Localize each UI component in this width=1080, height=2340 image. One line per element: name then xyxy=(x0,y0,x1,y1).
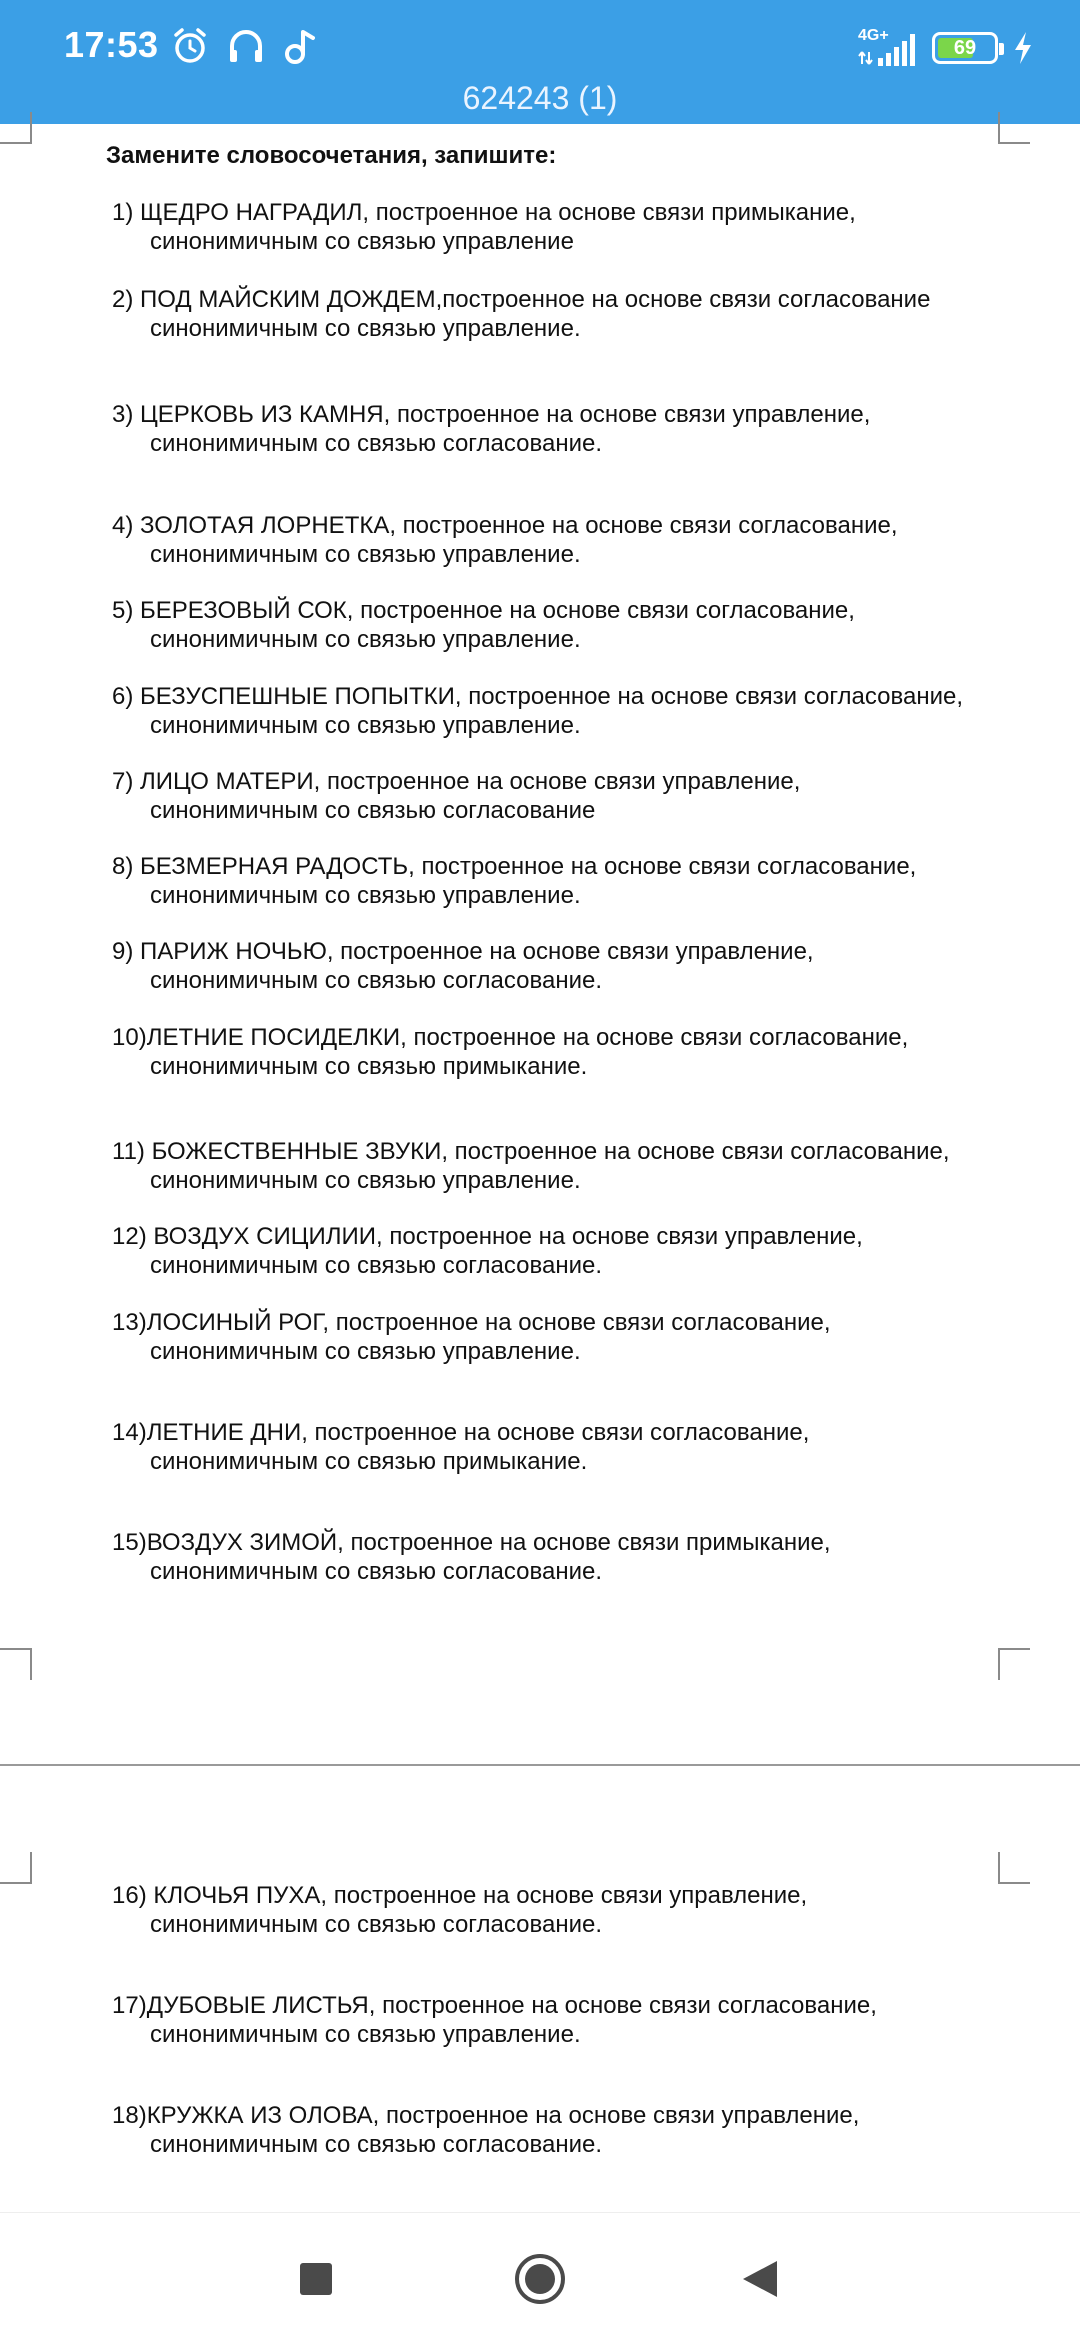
top-bar xyxy=(0,0,1080,124)
exercise-item xyxy=(112,400,1032,458)
exercise-line: 2) ПОД МАЙСКИМ ДОЖДЕМ,построенное на основе связи согласование xyxy=(112,286,931,313)
exercise-line: синонимичным со связью управление. xyxy=(150,1167,581,1194)
square-icon xyxy=(299,2262,333,2296)
exercise-line: синонимичным со связью управление. xyxy=(150,2021,581,2048)
exercise-line: 17)ДУБОВЫЕ ЛИСТЬЯ, построенное на основе связи согласование, xyxy=(112,1992,877,2019)
exercise-line: 12) ВОЗДУХ СИЦИЛИИ, построенное на основе связи управление, xyxy=(112,1223,863,1250)
instruction-text: Замените словосочетания, запишите: xyxy=(106,142,557,169)
exercise-line: 5) БЕРЕЗОВЫЙ СОК, построенное на основе связи согласование, xyxy=(112,597,855,624)
document-title: 624243 (1) xyxy=(462,80,618,116)
exercise-line: синонимичным со связью управление xyxy=(150,228,574,255)
exercise-line: 18)КРУЖКА ИЗ ОЛОВА, построенное на основе связи управление, xyxy=(112,2102,860,2129)
exercise-item xyxy=(112,1222,1032,1280)
exercise-line: синонимичным со связью согласование. xyxy=(150,1911,603,1938)
exercise-line: 7) ЛИЦО МАТЕРИ, построенное на основе связи управление, xyxy=(112,768,801,795)
exercise-line: 16) КЛОЧЬЯ ПУХА, построенное на основе связи управление, xyxy=(112,1882,808,1909)
exercise-line: синонимичным со связью управление. xyxy=(150,626,581,653)
exercise-item xyxy=(112,285,1032,343)
exercise-line: 1) ЩЕДРО НАГРАДИЛ, построенное на основе связи примыкание, xyxy=(112,199,856,226)
exercise-line: синонимичным со связью управление. xyxy=(150,541,581,568)
battery-level: 69 xyxy=(953,36,977,59)
home-button[interactable] xyxy=(510,2249,570,2309)
exercise-item xyxy=(112,596,1032,654)
exercise-item xyxy=(112,1023,1032,1081)
circle-icon xyxy=(513,2252,567,2306)
exercise-item xyxy=(112,937,1032,995)
exercise-line: синонимичным со связью согласование. xyxy=(150,967,603,994)
exercise-line: 6) БЕЗУСПЕШНЫЕ ПОПЫТКИ, построенное на основе связи согласование, xyxy=(112,683,964,710)
exercise-line: 8) БЕЗМЕРНАЯ РАДОСТЬ, построенное на основе связи согласование, xyxy=(112,853,917,880)
recents-button[interactable] xyxy=(286,2249,346,2309)
charging-icon xyxy=(1012,31,1034,65)
music-note-icon xyxy=(282,26,318,66)
page-divider xyxy=(0,1764,1080,1766)
exercise-line: синонимичным со связью примыкание. xyxy=(150,1053,588,1080)
exercise-line: 9) ПАРИЖ НОЧЬЮ, построенное на основе связи управление, xyxy=(112,938,814,965)
exercise-item xyxy=(112,2101,1032,2159)
exercise-item xyxy=(112,1308,1032,1366)
page-corner-mark xyxy=(998,112,1030,144)
exercise-line: синонимичным со связью управление. xyxy=(150,315,581,342)
exercise-item xyxy=(112,767,1032,825)
back-button[interactable] xyxy=(730,2249,790,2309)
alarm-icon xyxy=(170,26,210,66)
headphones-icon xyxy=(226,26,266,66)
exercise-item xyxy=(112,1881,1032,1939)
exercise-line: 3) ЦЕРКОВЬ ИЗ КАМНЯ, построенное на основе связи управление, xyxy=(112,401,871,428)
exercise-line: синонимичным со связью согласование. xyxy=(150,1252,603,1279)
signal-icon xyxy=(858,28,918,68)
exercise-line: синонимичным со связью согласование xyxy=(150,797,596,824)
exercise-line: синонимичным со связью согласование. xyxy=(150,2131,603,2158)
page-corner-mark xyxy=(998,1648,1030,1680)
exercise-line: синонимичным со связью согласование. xyxy=(150,430,603,457)
page-corner-mark xyxy=(998,1852,1030,1884)
exercise-line: 15)ВОЗДУХ ЗИМОЙ, построенное на основе связи примыкание, xyxy=(112,1529,831,1556)
network-type: 4G+ xyxy=(858,27,889,44)
navigation-bar xyxy=(0,2212,1080,2340)
exercise-item xyxy=(112,1137,1032,1195)
exercise-line: синонимичным со связью управление. xyxy=(150,882,581,909)
exercise-line: 4) ЗОЛОТАЯ ЛОРНЕТКА, построенное на основе связи согласование, xyxy=(112,512,898,539)
exercise-line: 10)ЛЕТНИЕ ПОСИДЕЛКИ, построенное на основе связи согласование, xyxy=(112,1024,909,1051)
triangle-back-icon xyxy=(741,2259,779,2299)
system-status xyxy=(858,26,1034,70)
exercise-item xyxy=(112,198,1032,256)
page-corner-mark xyxy=(0,112,32,144)
page-corner-mark xyxy=(0,1648,32,1680)
exercise-item xyxy=(112,1991,1032,2049)
exercise-item xyxy=(112,511,1032,569)
exercise-item xyxy=(112,1418,1032,1476)
battery-icon xyxy=(932,32,998,64)
exercise-line: синонимичным со связью управление. xyxy=(150,1338,581,1365)
exercise-line: 13)ЛОСИНЫЙ РОГ, построенное на основе связи согласование, xyxy=(112,1309,831,1336)
exercise-line: 11) БОЖЕСТВЕННЫЕ ЗВУКИ, построенное на основе связи согласование, xyxy=(112,1138,950,1165)
exercise-item xyxy=(112,1528,1032,1586)
notification-icons xyxy=(170,24,318,68)
exercise-item xyxy=(112,852,1032,910)
exercise-line: синонимичным со связью управление. xyxy=(150,712,581,739)
exercise-line: синонимичным со связью примыкание. xyxy=(150,1448,588,1475)
page-corner-mark xyxy=(0,1852,32,1884)
exercise-item xyxy=(112,682,1032,740)
exercise-line: 14)ЛЕТНИЕ ДНИ, построенное на основе связи согласование, xyxy=(112,1419,810,1446)
exercise-line: синонимичным со связью согласование. xyxy=(150,1558,603,1585)
status-time: 17:53 xyxy=(64,24,159,65)
